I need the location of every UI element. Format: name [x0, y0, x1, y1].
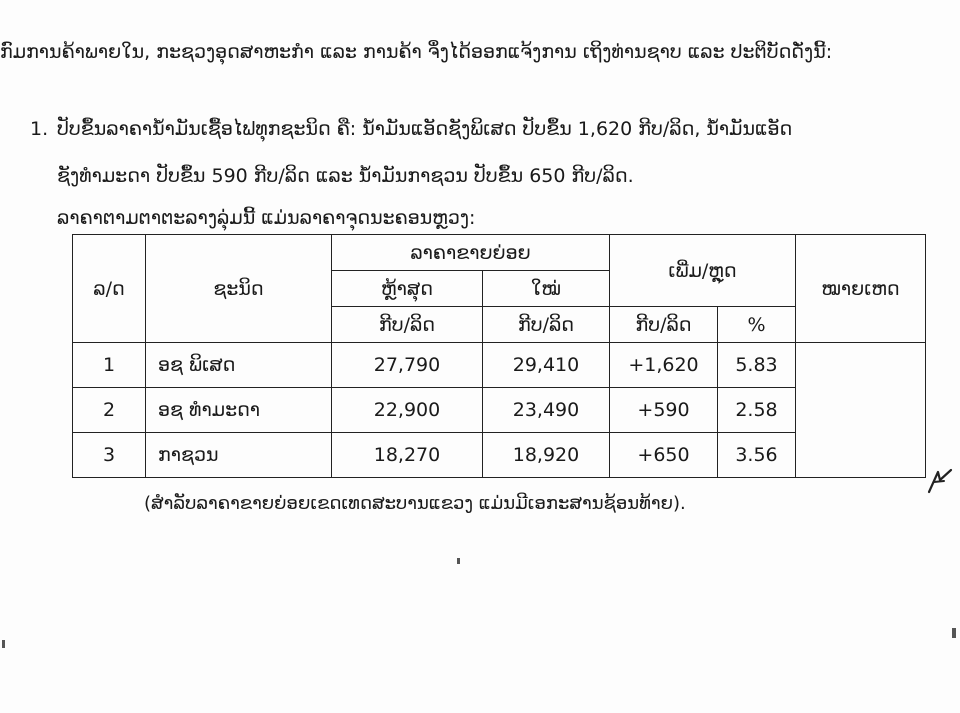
- header-change: ເພີ່ມ/ຫຼຸດ: [610, 235, 796, 307]
- item-text-line-1: ປັບຂຶ້ນລາຄານ້ຳມັນເຊື້ອໄຟທຸກຊະນິດ ຄື: ນ້ຳມັນແອັດຊັງພິເສດ ປັບຂຶ້ນ 1,620 ກີບ/ລິດ, ນ້ຳມັນແອັດ: [57, 118, 793, 140]
- row-old-price: 27,790: [332, 343, 483, 388]
- row-percent: 3.56: [718, 433, 796, 478]
- row-no: 3: [73, 433, 146, 478]
- unit-percent: %: [718, 307, 796, 343]
- row-no: 1: [73, 343, 146, 388]
- header-no: ລ/ດ: [73, 235, 146, 343]
- header-remark: ໝາຍເຫດ: [796, 235, 926, 343]
- row-type: ອຊ ພິເສດ: [146, 343, 332, 388]
- row-new-price: 23,490: [483, 388, 610, 433]
- unit-change: ກີບ/ລິດ: [610, 307, 718, 343]
- footnote: (ສຳລັບລາຄາຂາຍຍ່ອຍເຂດເທດສະບານແຂວງ ແມ່ນມີເອກະສານຊ້ອນທ້າຍ).: [144, 493, 686, 514]
- remark-cell: [796, 343, 926, 478]
- header-type: ຊະນິດ: [146, 235, 332, 343]
- row-new-price: 18,920: [483, 433, 610, 478]
- row-new-price: 29,410: [483, 343, 610, 388]
- intro-line: ກົມການຄ້າພາຍໃນ, ກະຊວງອຸດສາຫະກຳ ແລະ ການຄ້າ ຈຶ່ງໄດ້ອອກແຈ້ງການ ເຖິງທ່ານຊາບ ແລະ ປະຕິບັດດັ່ງນີ້:: [0, 41, 833, 63]
- handwritten-mark-icon: [926, 466, 954, 494]
- row-no: 2: [73, 388, 146, 433]
- scan-speck: [2, 640, 5, 648]
- unit-new: ກີບ/ລິດ: [483, 307, 610, 343]
- table-row: [73, 343, 926, 388]
- item-text-line-2: ຊັງທຳມະດາ ປັບຂຶ້ນ 590 ກີບ/ລິດ ແລະ ນ້ຳມັນກາຊວນ ປັບຂຶ້ນ 650 ກີບ/ລິດ.: [57, 165, 634, 187]
- unit-old: ກີບ/ລິດ: [332, 307, 483, 343]
- row-change: +650: [610, 433, 718, 478]
- row-change: +590: [610, 388, 718, 433]
- row-type: ກາຊວນ: [146, 433, 332, 478]
- header-old-price: ຫຼ້າສຸດ: [332, 271, 483, 307]
- row-percent: 5.83: [718, 343, 796, 388]
- scan-speck: [457, 558, 460, 564]
- row-old-price: 22,900: [332, 388, 483, 433]
- scan-speck: [952, 628, 956, 638]
- row-type: ອຊ ທຳມະດາ: [146, 388, 332, 433]
- row-percent: 2.58: [718, 388, 796, 433]
- item-number: 1.: [30, 118, 49, 140]
- header-retail-price: ລາຄາຂາຍຍ່ອຍ: [332, 235, 610, 271]
- row-change: +1,620: [610, 343, 718, 388]
- row-old-price: 18,270: [332, 433, 483, 478]
- header-new-price: ໃໝ່: [483, 271, 610, 307]
- fuel-price-table: [72, 234, 926, 478]
- item-text-line-3: ລາຄາຕາມຕາຕະລາງລຸ່ມນີ້ ແມ່ນລາຄາຈຸດນະຄອນຫຼວງ:: [57, 207, 476, 229]
